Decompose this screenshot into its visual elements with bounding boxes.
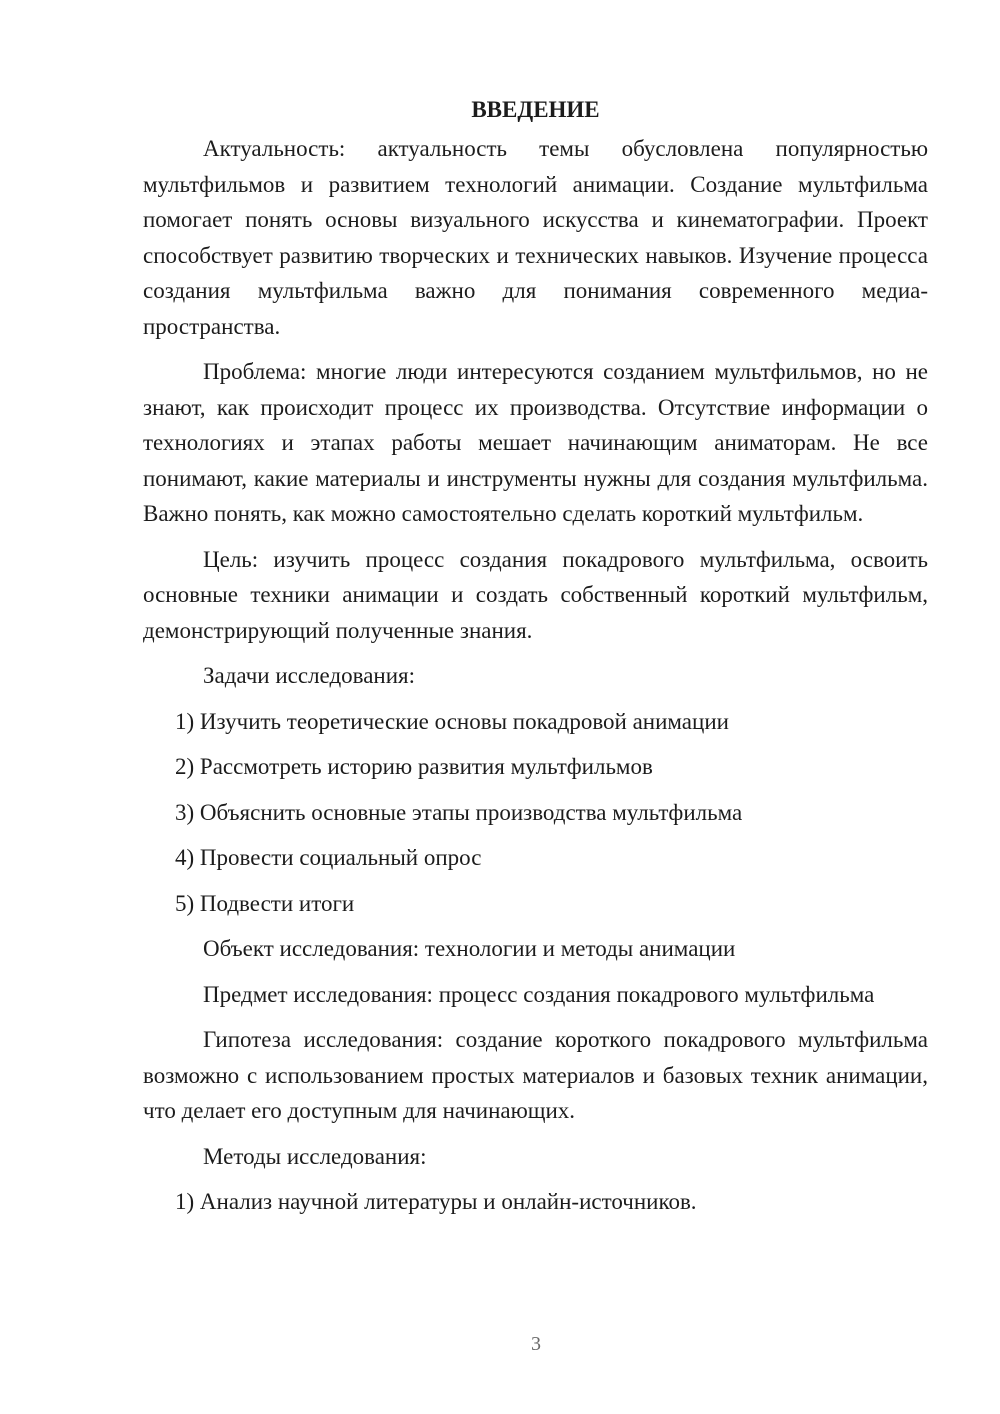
task-item: 1) Изучить теоретические основы покадровой анимации [175,708,729,734]
subject-paragraph: Предмет исследования: процесс создания покадрового мультфильма [203,981,875,1007]
methods-title: Методы исследования: [203,1143,427,1169]
tasks-title: Задачи исследования: [203,663,416,688]
methods-list [143,1184,928,1220]
task-item: 2) Рассмотреть историю развития мультфильмов [175,754,653,779]
page-number: 3 [531,1333,541,1355]
section-heading: ВВЕДЕНИЕ [471,97,600,122]
object-paragraph: Объект исследования: технологии и методы анимации [203,936,736,961]
relevance-paragraph: Актуальность: актуальность темы обусловлена популярностью мультфильмов и развитием технологий анимации. Создание мультфильма помогает понять основы визуального искусства и кинематографии. Проект способствует развитию творческих и технических навыков. Изучение процесса создания мультфильма важно для понимания современного медиа-пространства. [143,136,928,339]
task-item: 3) Объяснить основные этапы производства мультфильма [175,799,743,825]
method-item: 1) Анализ научной литературы и онлайн-источников. [175,1189,697,1214]
tasks-list [143,704,928,922]
task-item: 4) Провести социальный опрос [175,845,482,870]
task-item: 5) Подвести итоги [175,890,355,916]
page-content [143,92,928,1230]
goal-paragraph: Цель: изучить процесс создания покадрового мультфильма, освоить основные техники анимации и создать собственный короткий мультфильм, демонстрирующий полученные знания. [143,546,928,643]
problem-paragraph: Проблема: многие люди интересуются созданием мультфильмов, но не знают, как происходит процесс их производства. Отсутствие информации о технологиях и этапах работы мешает начинающим аниматорам. Не все понимают, какие материалы и инструменты нужны для создания мультфильма. Важно понять, как можно самостоятельно сделать короткий мультфильм. [143,359,928,526]
hypothesis-paragraph: Гипотеза исследования: создание короткого покадрового мультфильма возможно с использованием простых материалов и базовых техник анимации, что делает его доступным для начинающих. [143,1027,928,1123]
